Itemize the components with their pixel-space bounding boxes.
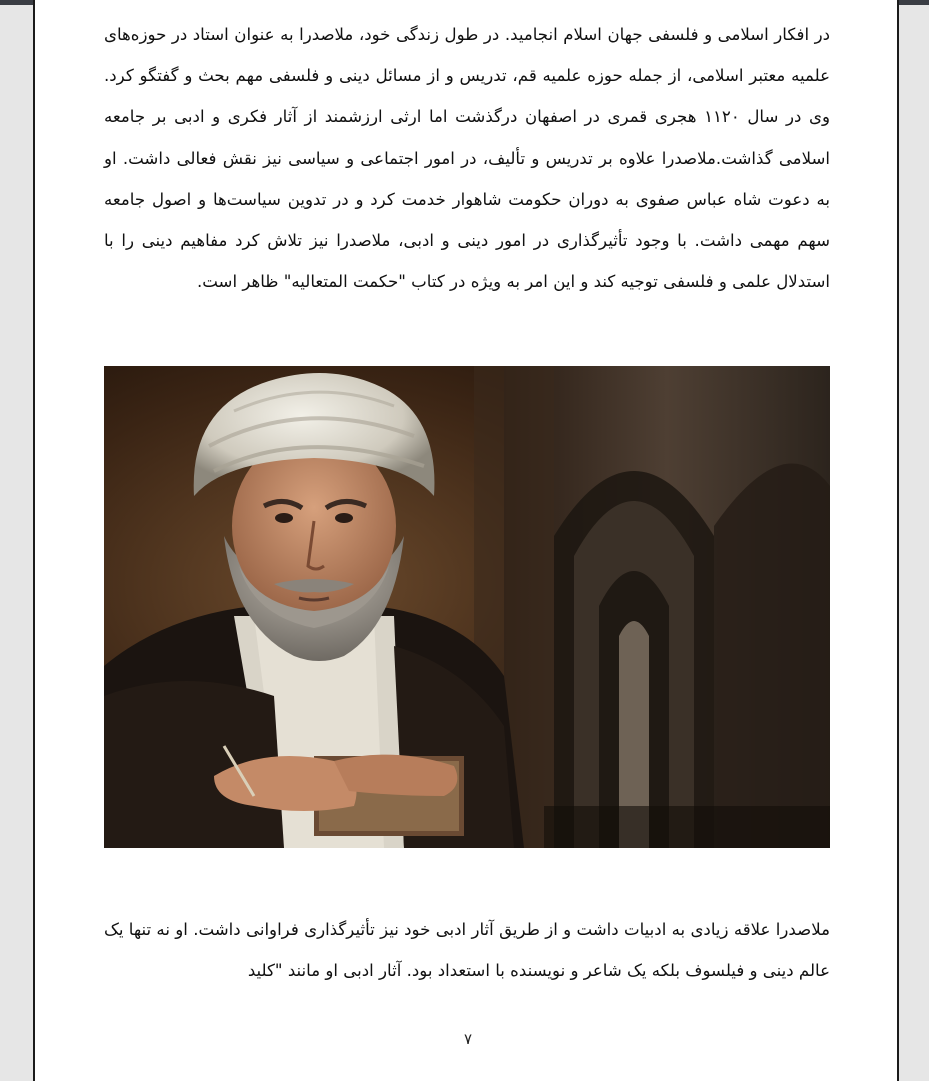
portrait-illustration	[104, 366, 830, 848]
paragraph-2: ملاصدرا علاقه زیادی به ادبیات داشت و از طریق آثار ادبی خود نیز تأثیرگذاری فراوانی داشت. او نه تنها یک عالم دینی و فیلسوف بلکه یک شاعر و نویسنده با استعداد بود. آثار ادبی او مانند "کلید	[104, 920, 830, 981]
portrait-image	[104, 366, 830, 848]
paragraph-1: در افکار اسلامی و فلسفی جهان اسلام انجامید. در طول زندگی خود، ملاصدرا به عنوان استاد در حوزه‌های علمیه معتبر اسلامی، از جمله حوزه علمیه قم، تدریس و از مسائل دینی و فلسفی مهم بحث و گفتگو کرد. وی در سال ۱۱۲۰ هجری قمری در اصفهان درگذشت اما ارثی ارزشمند از آثار فکری و ادبی بر جامعه اسلامی گذاشت.ملاصدرا علاوه بر تدریس و تألیف، در امور اجتماعی و سیاسی نیز نقش فعالی داشت. او به دعوت شاه عباس صفوی به دوران حکومت شاهوار خدمت کرد و در تدوین سیاست‌ها و اصول جامعه سهم مهمی داشت. با وجود تأثیرگذاری در امور دینی و ادبی، ملاصدرا نیز تلاش کرد مفاهیم دینی را با استدلال علمی و فلسفی توجیه کند و این امر به ویژه در کتاب "حکمت المتعالیه" ظاهر است.	[104, 25, 830, 292]
page-number: ۷	[463, 1030, 473, 1048]
